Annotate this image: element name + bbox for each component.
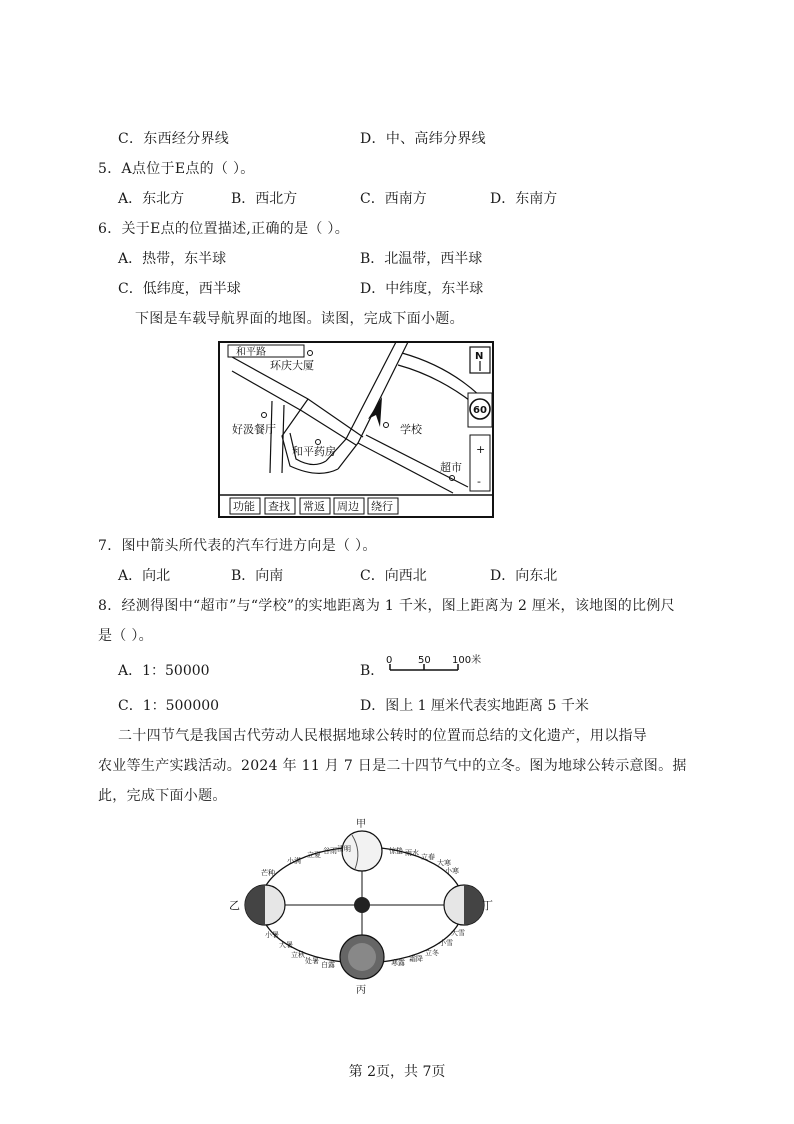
map-intro: 下图是车载导航界面的地图。读图，完成下面小题。 <box>135 311 464 327</box>
q8-stem-line2: 是（ ）。 <box>98 628 153 644</box>
menu-label[interactable]: 功能 <box>233 500 255 513</box>
solar-term-label: 立秋 <box>291 951 305 959</box>
place-label: 环庆大厦 <box>270 359 314 372</box>
solar-term-label: 清明 <box>337 845 351 853</box>
menu-label[interactable]: 查找 <box>268 500 290 513</box>
solar-term-label: 寒露 <box>391 959 405 967</box>
scale-tick-label: 100米 <box>452 655 482 666</box>
q7-option-d: D．向东北 <box>490 568 558 584</box>
q5-option-b: B．西北方 <box>231 191 298 207</box>
page-footer: 第 2页，共 7页 <box>348 1064 446 1080</box>
q8-option-a: A．1：50000 <box>118 663 210 679</box>
place-label: 好汲餐厅 <box>232 423 276 436</box>
menu-label[interactable]: 周边 <box>337 500 359 513</box>
q8-option-d: D．图上 1 厘米代表实地距离 5 千米 <box>360 698 589 714</box>
solar-term-label: 小满 <box>287 857 301 865</box>
q7-option-b: B．向南 <box>231 568 284 584</box>
q6-option-c: C．低纬度，西半球 <box>118 281 241 297</box>
solar-term-label: 小暑 <box>265 931 279 939</box>
solar-term-label: 立冬 <box>425 949 439 957</box>
scale-tick-label: 0 <box>386 655 393 666</box>
solar-term-label: 立春 <box>421 853 435 861</box>
solar-term-label: 谷雨 <box>323 847 337 855</box>
q7-option-c: C．向西北 <box>360 568 427 584</box>
solar-term-label: 立夏 <box>307 851 321 859</box>
scale-tick-label: 50 <box>418 655 431 666</box>
q4-option-c: C．东西经分界线 <box>118 131 230 147</box>
solar-term-label: 雨水 <box>405 849 419 857</box>
q5-option-c: C．西南方 <box>360 191 427 207</box>
sun-icon <box>354 897 370 913</box>
q6-option-b: B．北温带，西半球 <box>360 251 483 267</box>
solar-term-label: 大暑 <box>279 941 293 949</box>
q6-option-a: A．热带，东半球 <box>118 251 227 267</box>
q8-option-c: C．1：500000 <box>118 698 220 714</box>
menu-label[interactable]: 绕行 <box>371 500 393 513</box>
solar-intro-line1: 二十四节气是我国古代劳动人民根据地球公转时的位置而总结的文化遗产，用以指导 <box>118 728 648 744</box>
solar-intro-line2: 农业等生产实践活动。2024 年 11 月 7 日是二十四节气中的立冬。图为地球公转示意图。据 <box>98 758 687 774</box>
q6-stem: 6．关于E点的位置描述,正确的是（ ）。 <box>98 221 350 237</box>
place-label: 学校 <box>400 423 422 436</box>
position-label: 甲 <box>356 819 366 830</box>
solar-intro-line3: 此，完成下面小题。 <box>98 788 227 804</box>
q5-option-a: A．东北方 <box>118 191 185 207</box>
solar-term-label: 小雪 <box>439 939 453 947</box>
q6-option-d: D．中纬度，东半球 <box>360 281 484 297</box>
solar-term-label: 惊蛰 <box>389 847 403 855</box>
navigation-map <box>218 341 494 518</box>
scale-bar <box>382 654 492 680</box>
svg-text:N: N <box>475 351 484 362</box>
solar-term-label: 芒种 <box>261 869 275 877</box>
position-label: 丁 <box>482 899 493 912</box>
earth-orbit-diagram <box>225 815 495 995</box>
zoom-in-button[interactable]: + <box>476 443 486 456</box>
position-label: 丙 <box>356 985 366 995</box>
solar-term-label: 大雪 <box>451 929 465 937</box>
solar-term-label: 白露 <box>321 961 335 969</box>
q8-stem-line1: 8．经测得图中“超市”与“学校”的实地距离为 1 千米，图上距离为 2 厘米，该地图的比例尺 <box>98 598 675 614</box>
q7-stem: 7．图中箭头所代表的汽车行进方向是（ ）。 <box>98 538 377 554</box>
menu-label[interactable]: 常返 <box>303 500 325 513</box>
zoom-out-button[interactable]: - <box>477 475 481 488</box>
q5-option-d: D．东南方 <box>490 191 558 207</box>
place-label: 超市 <box>440 461 462 474</box>
place-label: 和平药房 <box>292 445 336 458</box>
solar-term-label: 大寒 <box>437 859 451 867</box>
q5-stem: 5．A点位于E点的（ ）。 <box>98 161 255 177</box>
solar-term-label: 霜降 <box>409 955 423 963</box>
solar-term-label: 小寒 <box>445 867 459 875</box>
q7-option-a: A．向北 <box>118 568 171 584</box>
solar-term-label: 处暑 <box>305 957 319 965</box>
svg-text:60: 60 <box>473 405 487 416</box>
position-label: 乙 <box>229 899 240 912</box>
q4-option-d: D．中、高纬分界线 <box>360 131 486 147</box>
q8-option-b-prefix: B． <box>360 663 385 679</box>
road-label: 和平路 <box>236 347 266 358</box>
